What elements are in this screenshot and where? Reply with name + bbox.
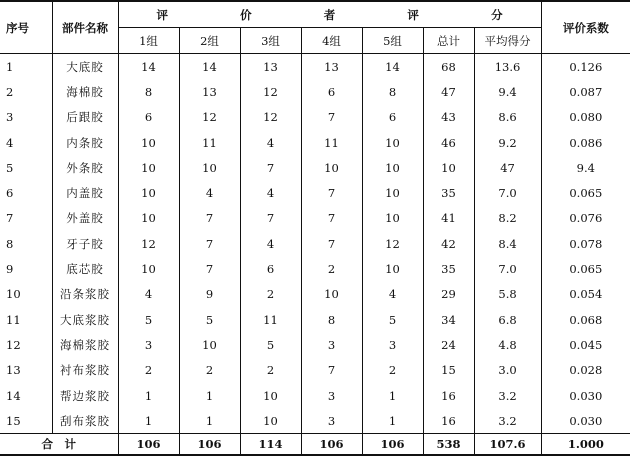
row-group-1: 14 xyxy=(118,54,179,80)
row-group-4: 7 xyxy=(301,206,362,231)
header-group-title-char: 者 xyxy=(323,7,336,22)
row-index: 13 xyxy=(6,363,21,378)
header-index: 序号 xyxy=(0,1,52,54)
row-average: 13.6 xyxy=(474,54,541,80)
row-average: 7.0 xyxy=(474,256,541,281)
row-index: 1 xyxy=(6,59,14,74)
row-coefficient: 0.054 xyxy=(541,282,630,307)
row-part-name: 外条胶 xyxy=(52,155,118,180)
row-group-1: 10 xyxy=(118,155,179,180)
row-group-2: 12 xyxy=(179,105,240,130)
row-total: 16 xyxy=(423,383,474,408)
row-group-1: 10 xyxy=(118,206,179,231)
row-group-3: 2 xyxy=(240,282,301,307)
row-group-2: 1 xyxy=(179,408,240,434)
row-group-5: 5 xyxy=(362,307,423,332)
row-group-2: 2 xyxy=(179,358,240,383)
row-part-name: 内条胶 xyxy=(52,130,118,155)
row-index: 10 xyxy=(6,287,21,302)
row-coefficient: 0.086 xyxy=(541,130,630,155)
row-group-1: 3 xyxy=(118,332,179,357)
row-group-4: 3 xyxy=(301,383,362,408)
row-group-1: 8 xyxy=(118,79,179,104)
table-row xyxy=(0,155,630,180)
row-total: 42 xyxy=(423,231,474,256)
row-total: 47 xyxy=(423,79,474,104)
row-group-5: 14 xyxy=(362,54,423,80)
row-group-5: 10 xyxy=(362,180,423,205)
row-group-4: 3 xyxy=(301,408,362,434)
header-group-5: 5组 xyxy=(362,28,423,54)
row-group-2: 14 xyxy=(179,54,240,80)
header-group-4: 4组 xyxy=(301,28,362,54)
row-index: 2 xyxy=(6,84,14,99)
table-row xyxy=(0,332,630,357)
row-average: 5.8 xyxy=(474,282,541,307)
row-group-4: 13 xyxy=(301,54,362,80)
row-total: 29 xyxy=(423,282,474,307)
row-group-5: 10 xyxy=(362,256,423,281)
header-group-title-char: 分 xyxy=(491,7,503,22)
footer-coefficient: 1.000 xyxy=(541,434,630,456)
row-coefficient: 0.068 xyxy=(541,307,630,332)
row-group-3: 12 xyxy=(240,105,301,130)
row-total: 10 xyxy=(423,155,474,180)
header-group-2: 2组 xyxy=(179,28,240,54)
table-row xyxy=(0,105,630,130)
table-body xyxy=(0,54,630,434)
row-coefficient: 0.087 xyxy=(541,79,630,104)
row-group-3: 4 xyxy=(240,180,301,205)
header-group-title-char: 价 xyxy=(240,7,252,22)
row-part-name: 大底胶 xyxy=(52,54,118,80)
row-part-name: 沿条浆胶 xyxy=(52,282,118,307)
table-row xyxy=(0,231,630,256)
row-index: 4 xyxy=(6,135,14,150)
row-group-2: 1 xyxy=(179,383,240,408)
row-index: 12 xyxy=(6,337,21,352)
row-group-4: 7 xyxy=(301,105,362,130)
row-average: 9.4 xyxy=(474,79,541,104)
row-part-name: 海棉胶 xyxy=(52,79,118,104)
row-group-3: 13 xyxy=(240,54,301,80)
row-group-5: 12 xyxy=(362,231,423,256)
row-part-name: 后跟胶 xyxy=(52,105,118,130)
footer-total: 538 xyxy=(423,434,474,456)
row-part-name: 底芯胶 xyxy=(52,256,118,281)
row-group-4: 7 xyxy=(301,231,362,256)
row-average: 8.4 xyxy=(474,231,541,256)
row-group-2: 7 xyxy=(179,256,240,281)
row-group-3: 5 xyxy=(240,332,301,357)
row-group-2: 4 xyxy=(179,180,240,205)
row-average: 8.2 xyxy=(474,206,541,231)
row-group-2: 10 xyxy=(179,332,240,357)
table-row xyxy=(0,358,630,383)
table-row xyxy=(0,282,630,307)
row-group-4: 10 xyxy=(301,282,362,307)
table-row xyxy=(0,206,630,231)
row-total: 46 xyxy=(423,130,474,155)
row-group-1: 10 xyxy=(118,256,179,281)
table-row xyxy=(0,307,630,332)
row-total: 34 xyxy=(423,307,474,332)
total-row xyxy=(0,434,630,456)
row-group-5: 10 xyxy=(362,130,423,155)
header-group-1: 1组 xyxy=(118,28,179,54)
row-part-name: 牙子胶 xyxy=(52,231,118,256)
row-index: 5 xyxy=(6,160,14,175)
row-group-1: 1 xyxy=(118,408,179,434)
row-average: 7.0 xyxy=(474,180,541,205)
row-group-3: 4 xyxy=(240,130,301,155)
table-header xyxy=(0,1,630,54)
table-row xyxy=(0,408,630,434)
row-group-2: 5 xyxy=(179,307,240,332)
row-average: 9.2 xyxy=(474,130,541,155)
row-index: 9 xyxy=(6,262,14,277)
row-index: 11 xyxy=(6,312,21,327)
header-coefficient: 评价系数 xyxy=(541,1,630,54)
row-part-name: 帮边浆胶 xyxy=(52,383,118,408)
row-index: 8 xyxy=(6,236,14,251)
row-group-1: 5 xyxy=(118,307,179,332)
row-group-4: 6 xyxy=(301,79,362,104)
row-part-name: 海棉浆胶 xyxy=(52,332,118,357)
row-index: 3 xyxy=(6,110,14,125)
row-group-4: 3 xyxy=(301,332,362,357)
row-group-4: 11 xyxy=(301,130,362,155)
row-total: 16 xyxy=(423,408,474,434)
row-group-5: 6 xyxy=(362,105,423,130)
row-group-3: 2 xyxy=(240,358,301,383)
footer-group-4: 106 xyxy=(301,434,362,456)
row-group-5: 3 xyxy=(362,332,423,357)
header-average: 平均得分 xyxy=(474,28,541,54)
row-part-name: 大底浆胶 xyxy=(52,307,118,332)
row-group-2: 13 xyxy=(179,79,240,104)
table-row xyxy=(0,256,630,281)
row-group-3: 6 xyxy=(240,256,301,281)
header-total: 总计 xyxy=(423,28,474,54)
table-row xyxy=(0,180,630,205)
table-row xyxy=(0,130,630,155)
row-group-3: 12 xyxy=(240,79,301,104)
row-average: 8.6 xyxy=(474,105,541,130)
row-average: 3.0 xyxy=(474,358,541,383)
row-group-5: 2 xyxy=(362,358,423,383)
row-total: 35 xyxy=(423,256,474,281)
row-total: 24 xyxy=(423,332,474,357)
row-index: 6 xyxy=(6,186,14,201)
row-coefficient: 0.030 xyxy=(541,383,630,408)
header-group-title xyxy=(118,1,541,28)
row-group-2: 10 xyxy=(179,155,240,180)
row-total: 43 xyxy=(423,105,474,130)
row-total: 68 xyxy=(423,54,474,80)
row-part-name: 外盖胶 xyxy=(52,206,118,231)
table-row xyxy=(0,79,630,104)
row-group-1: 4 xyxy=(118,282,179,307)
row-group-5: 10 xyxy=(362,155,423,180)
row-group-4: 10 xyxy=(301,155,362,180)
row-group-1: 2 xyxy=(118,358,179,383)
header-part-name: 部件名称 xyxy=(52,1,118,54)
row-coefficient: 0.028 xyxy=(541,358,630,383)
row-group-3: 10 xyxy=(240,383,301,408)
row-group-1: 6 xyxy=(118,105,179,130)
table-row xyxy=(0,54,630,80)
footer-label: 合 计 xyxy=(0,434,118,456)
row-coefficient: 0.126 xyxy=(541,54,630,80)
row-total: 41 xyxy=(423,206,474,231)
row-total: 35 xyxy=(423,180,474,205)
footer-group-1: 106 xyxy=(118,434,179,456)
row-group-3: 7 xyxy=(240,155,301,180)
row-group-2: 7 xyxy=(179,231,240,256)
row-group-4: 8 xyxy=(301,307,362,332)
row-group-3: 4 xyxy=(240,231,301,256)
row-group-2: 9 xyxy=(179,282,240,307)
row-part-name: 刮布浆胶 xyxy=(52,408,118,434)
row-index: 15 xyxy=(6,413,21,428)
row-total: 15 xyxy=(423,358,474,383)
row-index: 14 xyxy=(6,388,21,403)
row-group-1: 1 xyxy=(118,383,179,408)
footer-group-5: 106 xyxy=(362,434,423,456)
row-coefficient: 0.065 xyxy=(541,180,630,205)
row-group-4: 7 xyxy=(301,358,362,383)
header-group-title-char: 评 xyxy=(156,7,168,22)
row-group-3: 7 xyxy=(240,206,301,231)
row-group-2: 11 xyxy=(179,130,240,155)
row-group-5: 1 xyxy=(362,383,423,408)
row-average: 47 xyxy=(474,155,541,180)
row-group-2: 7 xyxy=(179,206,240,231)
footer-group-2: 106 xyxy=(179,434,240,456)
row-coefficient: 0.065 xyxy=(541,256,630,281)
table-row xyxy=(0,383,630,408)
row-part-name: 衬布浆胶 xyxy=(52,358,118,383)
table-footer xyxy=(0,434,630,456)
header-group-title-char: 评 xyxy=(407,7,419,22)
row-average: 3.2 xyxy=(474,383,541,408)
header-group-3: 3组 xyxy=(240,28,301,54)
row-group-1: 10 xyxy=(118,130,179,155)
row-index: 7 xyxy=(6,211,14,226)
row-part-name: 内盖胶 xyxy=(52,180,118,205)
row-coefficient: 0.078 xyxy=(541,231,630,256)
row-coefficient: 9.4 xyxy=(541,155,630,180)
row-group-5: 1 xyxy=(362,408,423,434)
footer-average: 107.6 xyxy=(474,434,541,456)
row-group-3: 10 xyxy=(240,408,301,434)
row-group-1: 12 xyxy=(118,231,179,256)
row-average: 3.2 xyxy=(474,408,541,434)
row-average: 6.8 xyxy=(474,307,541,332)
row-coefficient: 0.030 xyxy=(541,408,630,434)
row-group-1: 10 xyxy=(118,180,179,205)
footer-group-3: 114 xyxy=(240,434,301,456)
row-average: 4.8 xyxy=(474,332,541,357)
row-coefficient: 0.076 xyxy=(541,206,630,231)
row-coefficient: 0.080 xyxy=(541,105,630,130)
row-group-3: 11 xyxy=(240,307,301,332)
row-group-5: 4 xyxy=(362,282,423,307)
row-group-4: 2 xyxy=(301,256,362,281)
row-group-5: 8 xyxy=(362,79,423,104)
row-group-4: 7 xyxy=(301,180,362,205)
row-group-5: 10 xyxy=(362,206,423,231)
row-coefficient: 0.045 xyxy=(541,332,630,357)
